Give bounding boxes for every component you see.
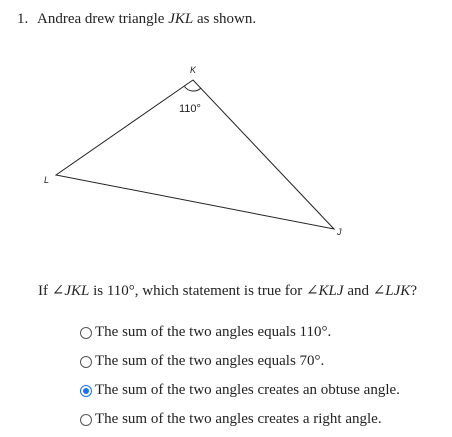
prompt-angle-ljk: ∠LJK (372, 283, 411, 299)
answer-option-label: The sum of the two angles creates a right angle. (95, 411, 382, 427)
answer-option[interactable] (80, 318, 400, 347)
answer-option-label: The sum of the two angles equals 110°. (95, 324, 332, 340)
vertex-j-label: J (337, 227, 342, 237)
question-text-suffix: as shown. (193, 11, 257, 27)
question-triangle-name: JKL (168, 11, 194, 27)
prompt-text-4: ? (410, 283, 417, 299)
radio-button[interactable] (80, 414, 92, 426)
question-text-prefix: Andrea drew triangle (37, 11, 169, 27)
radio-button[interactable] (80, 385, 92, 397)
vertex-l-label: L (44, 175, 50, 185)
answer-option-label: The sum of the two angles creates an obtuse angle. (95, 382, 400, 398)
angle-k-arc (185, 87, 202, 92)
answer-option[interactable] (80, 376, 400, 405)
prompt-text-1: If (38, 283, 52, 299)
question-prompt (38, 281, 417, 300)
prompt-angle-klj: ∠KLJ (305, 283, 344, 299)
prompt-angle-jkl: ∠JKL (51, 283, 90, 299)
answer-options (80, 318, 400, 434)
answer-option[interactable] (80, 347, 400, 376)
prompt-text-2: is 110°, which statement is true for (89, 283, 306, 299)
answer-option[interactable] (80, 405, 400, 434)
answer-option-label: The sum of the two angles equals 70°. (95, 353, 325, 369)
prompt-text-3: and (343, 283, 373, 299)
vertex-k-label: K (190, 65, 197, 75)
angle-k-label: 110° (179, 103, 201, 115)
radio-button[interactable] (80, 327, 92, 339)
question-number: 1. (17, 11, 29, 27)
radio-button[interactable] (80, 356, 92, 368)
